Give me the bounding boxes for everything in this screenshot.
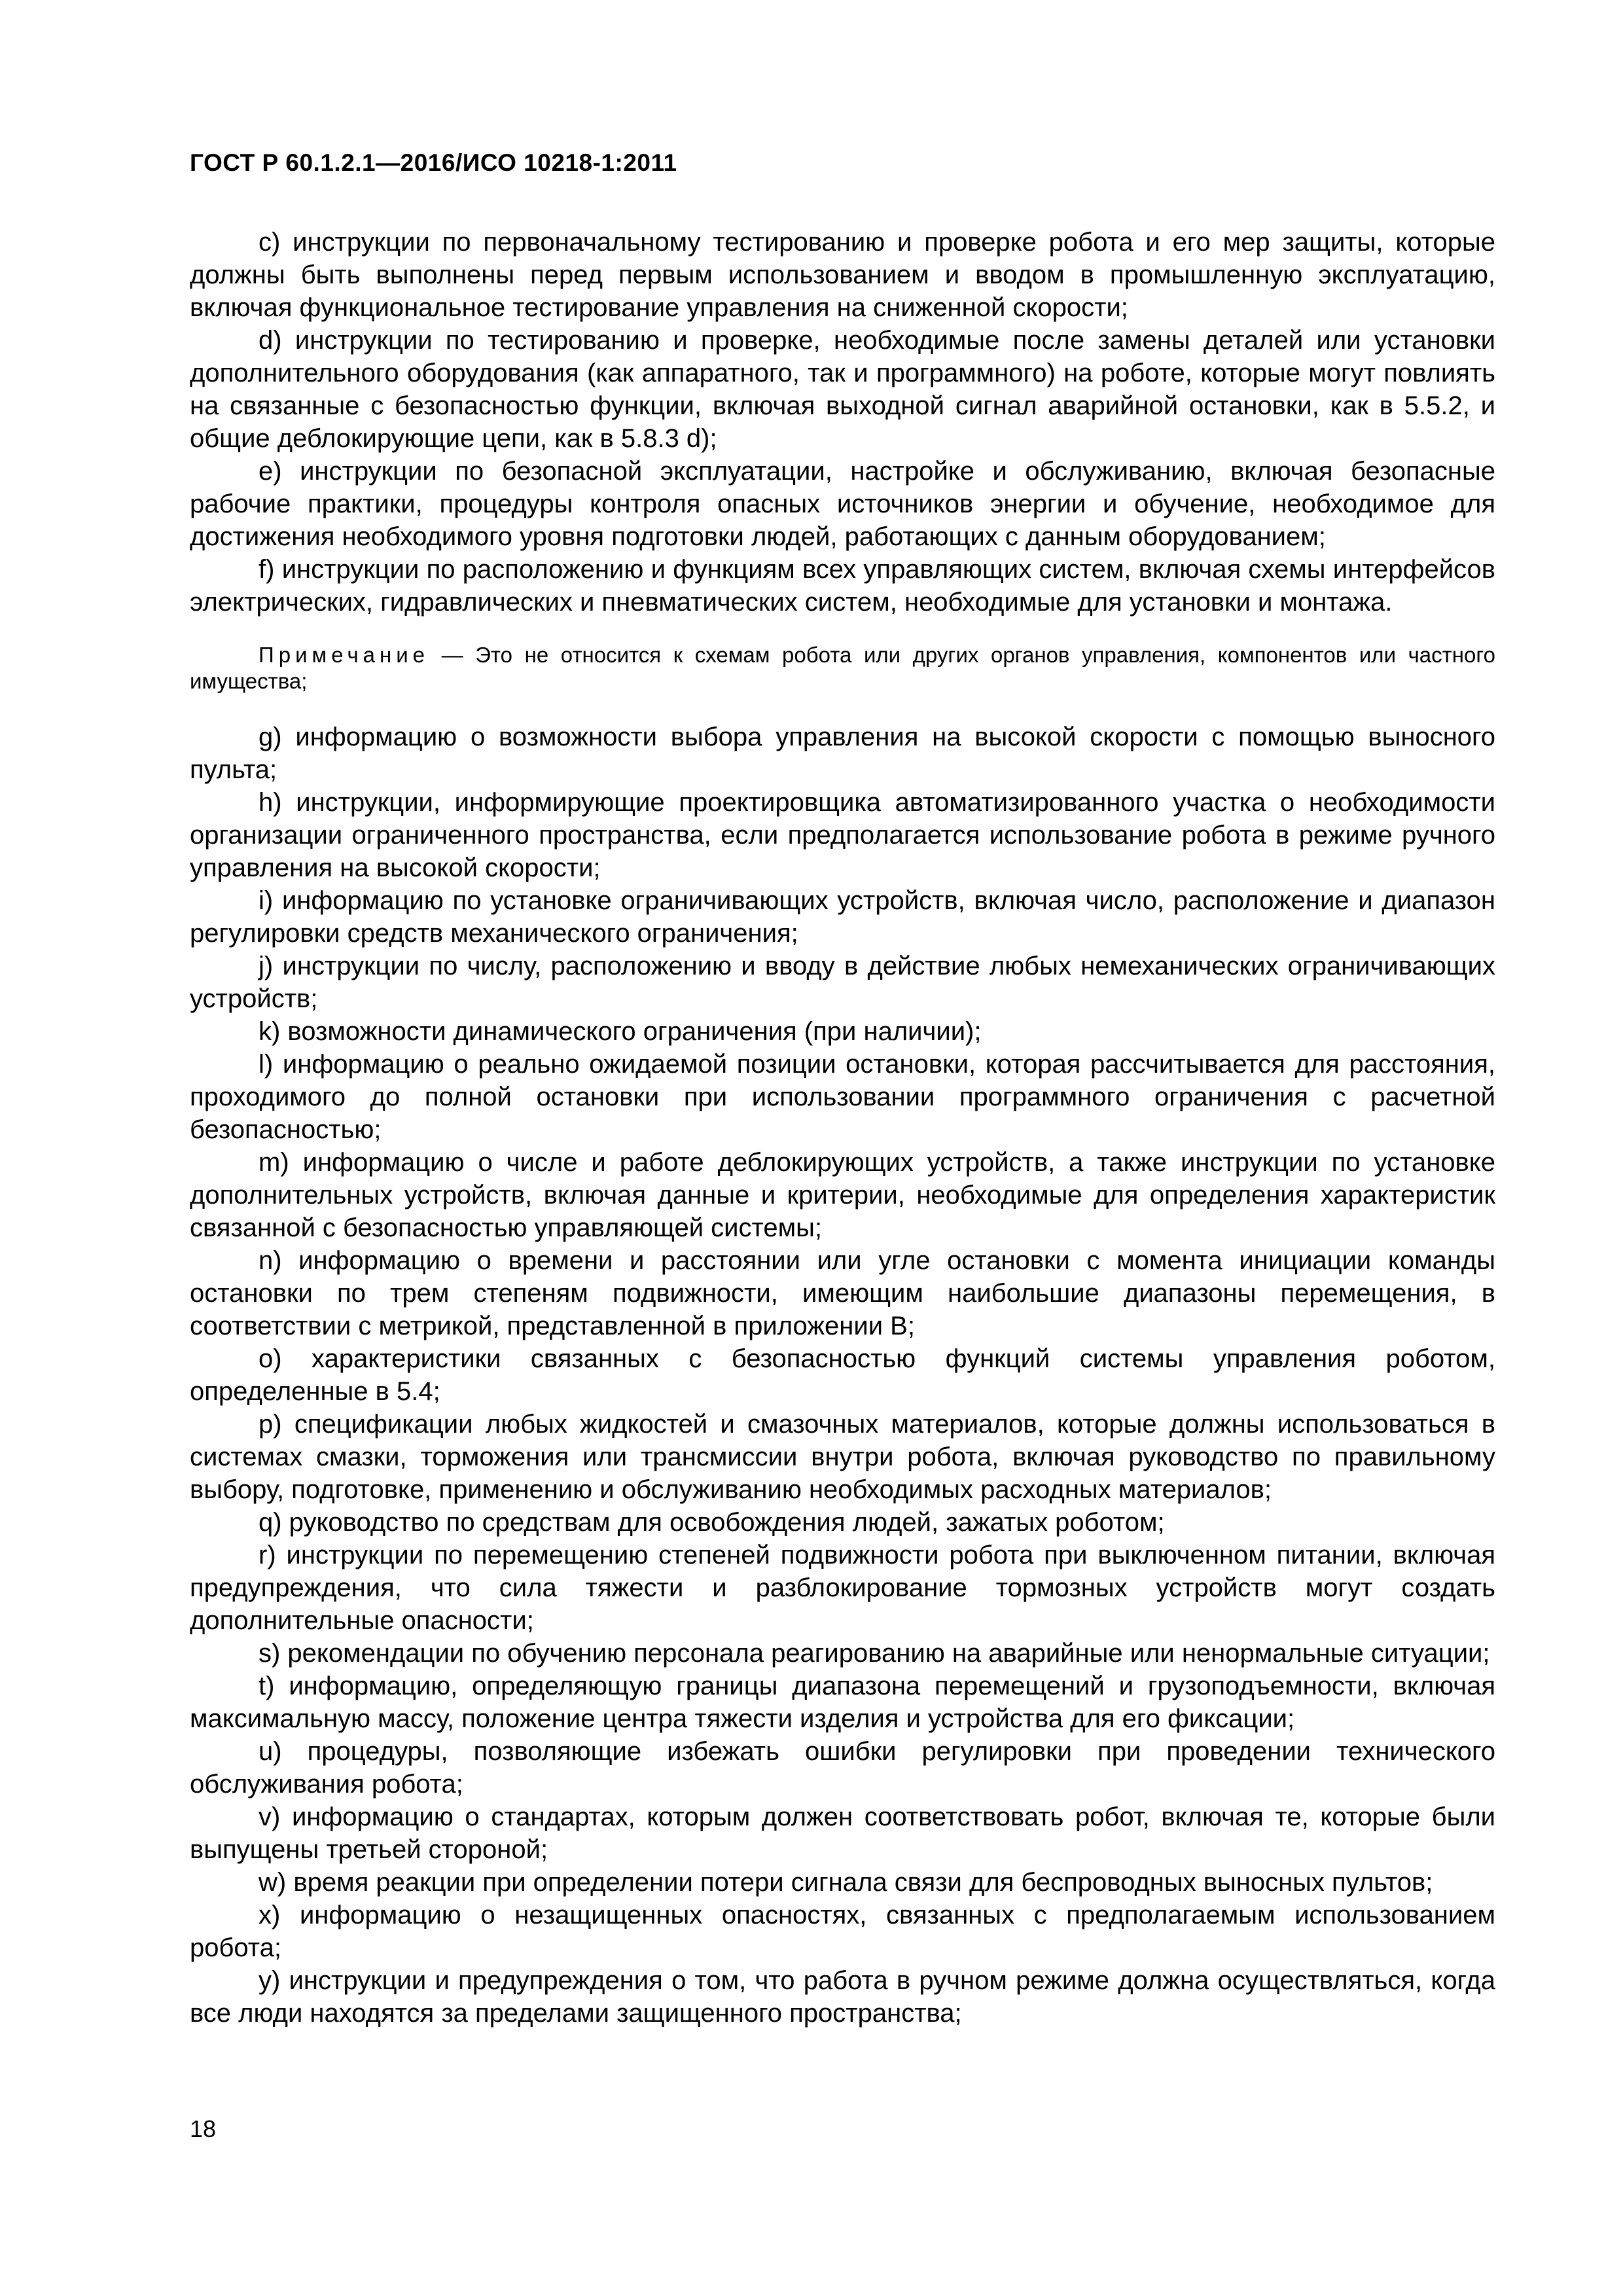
page-number: 18 xyxy=(190,2115,217,2142)
list-block-after-note xyxy=(190,721,1495,2030)
list-item-s: s) рекомендации по обучению персонала реагированию на аварийные или ненормальные ситуации; xyxy=(259,1639,1490,1668)
list-item-l: l) информацию о реально ожидаемой позиции остановки, которая рассчитывается для расстояния, проходимого до полной остановки при использовании программного ограничения с расчетной безопасностью; xyxy=(190,1050,1495,1144)
list-item-k: k) возможности динамического ограничения (при наличии); xyxy=(259,1017,982,1046)
list-item-m: m) информацию о числе и работе деблокирующих устройств, а также инструкции по установке дополнительных устройств, включая данные и критерии, необходимые для определения характеристик связанной с безопасностью управляющей системы; xyxy=(190,1148,1495,1242)
list-item-j: j) инструкции по числу, расположению и вводу в действие любых немеханических ограничивающих устройств; xyxy=(190,952,1495,1013)
list-item-t: t) информацию, определяющую границы диапазона перемещений и грузоподъемности, включая максимальную массу, положение центра тяжести изделия и устройства для его фиксации; xyxy=(190,1672,1495,1733)
list-item-x: х) информацию о незащищенных опасностях, связанных с предполагаемым использованием робота; xyxy=(190,1901,1495,1962)
list-item-n: n) информацию о времени и расстоянии или угле остановки с момента инициации команды остановки по трем степеням подвижности, имеющим наибольшие диапазоны перемещения, в соответствии с метрикой, представленной в приложении В; xyxy=(190,1246,1495,1340)
note-text: — Это не относится к схемам робота или других органов управления, компонентов или частного имущества; xyxy=(190,643,1495,693)
list-item-o: о) характеристики связанных с безопасностью функций системы управления роботом, определенные в 5.4; xyxy=(190,1344,1495,1406)
list-item-f: f) инструкции по расположению и функциям всех управляющих систем, включая схемы интерфейсов электрических, гидравлических и пневматических систем, необходимые для установки и монтажа. xyxy=(190,555,1495,617)
list-item-v: v) информацию о стандартах, которым должен соответствовать робот, включая те, которые были выпущены третьей стороной; xyxy=(190,1803,1495,1864)
note-label: Примечание xyxy=(259,643,430,667)
list-item-h: h) инструкции, информирующие проектировщика автоматизированного участка о необходимости организации ограниченного пространства, если предполагается использование робота в режиме ручного управления на высокой скорости; xyxy=(190,788,1495,882)
document-header: ГОСТ Р 60.1.2.1—2016/ИСО 10218-1:2011 xyxy=(190,149,677,176)
list-item-p: р) спецификации любых жидкостей и смазочных материалов, которые должны использоваться в системах смазки, торможения или трансмиссии внутри робота, включая руководство по правильному выбору, подготовке, применению и обслуживанию необходимых расходных материалов; xyxy=(190,1410,1495,1504)
list-item-y: у) инструкции и предупреждения о том, что работа в ручном режиме должна осуществляться, когда все люди находятся за пределами защищенного пространства; xyxy=(190,1966,1495,2028)
list-item-c: с) инструкции по первоначальному тестированию и проверке робота и его мер защиты, которые должны быть выполнены перед первым использованием и вводом в промышленную эксплуатацию, включая функциональное тестирование управления на сниженной скорости; xyxy=(190,228,1495,322)
list-item-r: r) инструкции по перемещению степеней подвижности робота при выключенном питании, включая предупреждения, что сила тяжести и разблокирование тормозных устройств могут создать дополнительные опасности; xyxy=(190,1541,1495,1635)
document-body xyxy=(190,226,1495,2030)
list-item-u: u) процедуры, позволяющие избежать ошибки регулировки при проведении технического обслуживания робота; xyxy=(190,1737,1495,1799)
list-block-before-note xyxy=(190,226,1495,619)
list-item-q: q) руководство по средствам для освобождения людей, зажатых роботом; xyxy=(259,1508,1165,1537)
list-item-e: е) инструкции по безопасной эксплуатации, настройке и обслуживанию, включая безопасные рабочие практики, процедуры контроля опасных источников энергии и обучение, необходимое для достижения необходимого уровня подготовки людей, работающих с данным оборудованием; xyxy=(190,457,1495,551)
list-item-g: g) информацию о возможности выбора управления на высокой скорости с помощью выносного пульта; xyxy=(190,723,1495,784)
list-item-w: w) время реакции при определении потери сигнала связи для беспроводных выносных пультов; xyxy=(259,1868,1433,1897)
note xyxy=(190,642,1495,694)
list-item-i: i) информацию по установке ограничивающих устройств, включая число, расположение и диапазон регулировки средств механического ограничения; xyxy=(190,886,1495,948)
list-item-d: d) инструкции по тестированию и проверке, необходимые после замены деталей или установки дополнительного оборудования (как аппаратного, так и программного) на роботе, которые могут повлиять на связанные с безопасностью функции, включая выходной сигнал аварийной остановки, как в 5.5.2, и общие деблокирующие цепи, как в 5.8.3 d); xyxy=(190,326,1495,453)
